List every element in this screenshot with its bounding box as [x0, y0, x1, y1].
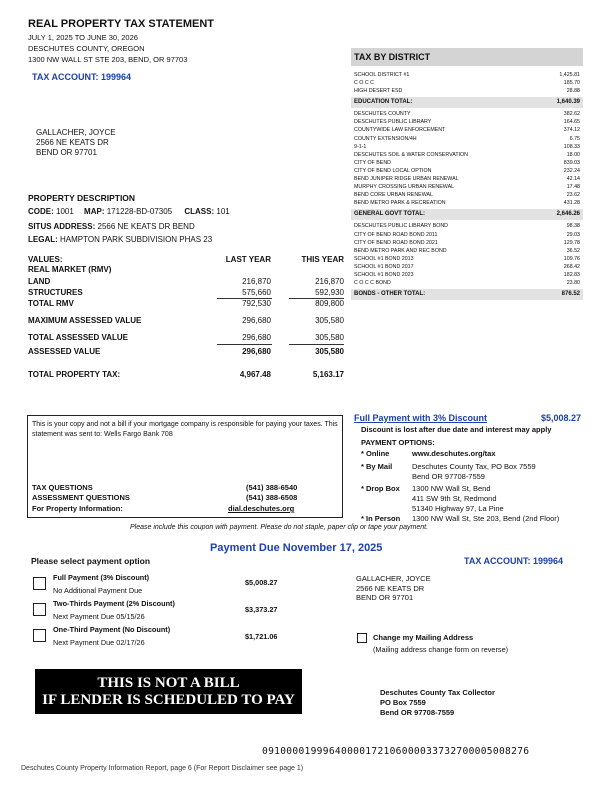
district-row [351, 183, 583, 191]
district-name: SCHOOL #1 BOND 2017 [354, 263, 414, 270]
mail-line: Bend OR 97708-7559 [412, 471, 485, 481]
district-row [351, 135, 583, 143]
option-amount: $1,721.06 [245, 632, 278, 641]
drop-box-line: 51340 Highway 97, La Pine [412, 504, 504, 513]
full-payment-amount: $5,008.27 [541, 413, 582, 423]
district-row [351, 247, 583, 255]
property-info-label: For Property Information: [32, 504, 123, 513]
property-codes [28, 207, 230, 216]
full-payment-link[interactable]: Full Payment with 3% Discount [354, 413, 488, 423]
tax-account-number: TAX ACCOUNT: 199964 [32, 72, 132, 82]
district-total-row [351, 209, 583, 220]
district-total-row [351, 97, 583, 108]
district-name: SCHOOL #1 BOND 2023 [354, 271, 414, 278]
owner-city: BEND OR 97701 [356, 593, 414, 602]
drop-box-line: 1300 NW Wall St, Bend [412, 484, 491, 493]
tax-collector-address [380, 688, 495, 718]
in-person-label: * In Person [361, 514, 401, 523]
not-a-bill-banner [35, 669, 302, 714]
value-last-year: 792,530 [242, 299, 271, 308]
district-name: CITY OF BEND [354, 159, 391, 166]
district-row [351, 222, 583, 230]
property-description-heading: PROPERTY DESCRIPTION [28, 193, 136, 203]
district-row [351, 271, 583, 279]
mortgage-notice-box [27, 415, 343, 518]
coupon-owner-address [356, 574, 431, 603]
district-name: COUNTYWIDE LAW ENFORCEMENT [354, 127, 446, 134]
district-name: DESCHUTES SOIL & WATER CONSERVATION [354, 151, 468, 158]
district-amount: 182.83 [563, 271, 580, 278]
mail-address [412, 462, 536, 481]
district-amount: 29.03 [566, 231, 580, 238]
district-amount: 839.03 [563, 159, 580, 166]
district-row [351, 71, 583, 79]
value-last-year: 296,680 [242, 316, 271, 325]
district-amount: 374.12 [563, 127, 580, 134]
district-row [351, 231, 583, 239]
district-amount: 876.52 [561, 291, 580, 298]
district-name: DESCHUTES PUBLIC LIBRARY [354, 119, 432, 126]
district-name: BEND CORE URBAN RENEWAL [354, 192, 433, 199]
district-row [351, 191, 583, 199]
district-name: CITY OF BEND ROAD BOND 2021 [354, 239, 438, 246]
county-address: 1300 NW WALL ST STE 203, BEND, OR 97703 [28, 55, 188, 64]
district-amount: 129.78 [563, 239, 580, 246]
legal-description [28, 235, 212, 244]
district-row [351, 126, 583, 134]
district-name: GENERAL GOVT TOTAL: [354, 211, 426, 218]
value-last-year: 4,967.48 [239, 370, 271, 379]
owner-name: GALLACHER, JOYCE [36, 128, 116, 137]
district-row [351, 118, 583, 126]
district-amount: 36.52 [566, 247, 580, 254]
value-last-year: 575,660 [242, 288, 271, 297]
values-heading: VALUES: [28, 255, 63, 264]
district-amount: 1,425.81 [559, 72, 580, 78]
option-title: Full Payment (3% Discount) [53, 573, 150, 582]
district-name: BEND METRO PARK AND REC BOND [354, 247, 447, 254]
district-name: DESCHUTES PUBLIC LIBRARY BOND [354, 223, 448, 230]
district-row [351, 263, 583, 271]
legal-value: HAMPTON PARK SUBDIVISION PHAS 23 [60, 235, 213, 244]
situs-address [28, 222, 195, 231]
statement-title: REAL PROPERTY TAX STATEMENT [28, 18, 214, 30]
district-amount: 109.76 [563, 255, 580, 262]
district-amount: 108.33 [563, 143, 580, 150]
district-row [351, 167, 583, 175]
owner-name: GALLACHER, JOYCE [356, 574, 431, 583]
payment-options-heading: PAYMENT OPTIONS: [361, 438, 435, 447]
situs-value: 2566 NE KEATS DR BEND [97, 222, 195, 231]
collector-line: PO Box 7559 [380, 698, 426, 707]
class-value: 101 [216, 207, 230, 216]
option-amount: $5,008.27 [245, 578, 278, 587]
district-name: DESCHUTES COUNTY [354, 111, 411, 118]
ocr-scan-line: 09100001999640000172106000033732700005008276 [262, 746, 530, 757]
divider [289, 344, 344, 345]
district-amount: 6.75 [569, 135, 580, 142]
district-amount: 268.42 [563, 263, 580, 270]
district-amount: 28.88 [566, 88, 580, 95]
value-label: TOTAL ASSESSED VALUE [28, 333, 129, 342]
district-name: CITY OF BEND LOCAL OPTION [354, 167, 432, 174]
district-amount: 1,640.39 [556, 99, 580, 106]
district-name: C O C C [354, 80, 375, 87]
online-link[interactable]: www.deschutes.org/tax [412, 449, 496, 458]
coupon-tax-account: TAX ACCOUNT: 199964 [464, 556, 564, 566]
owner-city: BEND OR 97701 [36, 148, 97, 157]
owner-address [36, 128, 116, 158]
district-name: C O C C BOND [354, 280, 391, 287]
tax-questions-phone: (541) 388-6540 [246, 483, 298, 492]
mail-line: Deschutes County Tax, PO Box 7559 [412, 462, 536, 471]
district-row [351, 151, 583, 159]
value-label: LAND [28, 277, 51, 286]
district-row [351, 143, 583, 151]
district-name: BEND METRO PARK & RECREATION [354, 200, 446, 207]
mailing-change-note: (Mailing address change form on reverse) [373, 645, 509, 654]
district-name: HIGH DESERT ESD [354, 88, 403, 95]
district-amount: 98.38 [566, 223, 580, 230]
district-row [351, 159, 583, 167]
rmv-heading-row [28, 265, 344, 277]
assessment-questions-label: ASSESSMENT QUESTIONS [32, 493, 130, 502]
district-name: SCHOOL #1 BOND 2013 [354, 255, 414, 262]
value-row-assessed [28, 347, 344, 359]
option-subtitle: No Additional Payment Due [53, 586, 143, 595]
district-row [351, 199, 583, 207]
county-name: DESCHUTES COUNTY, OREGON [28, 44, 145, 53]
rmv-heading: REAL MARKET (RMV) [28, 265, 112, 274]
class-label: CLASS: [184, 207, 215, 216]
district-amount: 23.62 [566, 192, 580, 199]
district-row [351, 255, 583, 263]
one-third-payment-checkbox[interactable] [33, 629, 46, 642]
legal-label: LEGAL: [28, 235, 58, 244]
district-name: 9-1-1 [354, 143, 367, 150]
district-amount: 42.14 [566, 176, 580, 183]
drop-box-locations [412, 484, 504, 514]
map-label: MAP: [84, 207, 105, 216]
property-info-link[interactable]: dial.deschutes.org [228, 504, 295, 513]
district-amount: 18.00 [566, 151, 580, 158]
map-value: 171228-BD-07305 [106, 207, 173, 216]
district-name: EDUCATION TOTAL: [354, 99, 413, 106]
district-amount: 232.24 [563, 167, 580, 174]
district-amount: 17.48 [566, 184, 580, 191]
discount-note: Discount is lost after due date and interest may apply [361, 425, 552, 434]
value-last-year: 296,680 [242, 333, 271, 342]
situs-label: SITUS ADDRESS: [28, 222, 96, 231]
district-row [351, 110, 583, 118]
value-last-year: 216,870 [242, 277, 271, 286]
in-person-address: 1300 NW Wall St, Ste 203, Bend (2nd Floor) [412, 514, 560, 523]
full-payment-checkbox[interactable] [33, 577, 46, 590]
coupon-instruction: Please include this coupon with payment. Please do not staple, paper clip or tape your payment. [130, 524, 429, 531]
drop-box-label: * Drop Box [361, 484, 400, 493]
value-this-year: 809,800 [315, 299, 344, 308]
collector-line: Deschutes County Tax Collector [380, 688, 495, 697]
district-name: CITY OF BEND ROAD BOND 2011 [354, 231, 438, 238]
select-option-heading: Please select payment option [31, 556, 151, 566]
value-label: ASSESSED VALUE [28, 347, 101, 356]
district-amount: 431.28 [563, 200, 580, 207]
online-label: * Online [361, 449, 390, 458]
code-label: CODE: [28, 207, 54, 216]
district-list [351, 71, 583, 300]
divider [217, 344, 272, 345]
two-thirds-payment-checkbox[interactable] [33, 603, 46, 616]
drop-box-line: 411 SW 9th St, Redmond [412, 494, 497, 503]
district-row [351, 279, 583, 287]
collector-line: Bend OR 97708-7559 [380, 708, 455, 717]
owner-street: 2566 NE KEATS DR [356, 583, 425, 593]
value-this-year: 216,870 [315, 277, 344, 286]
district-amount: 23.80 [566, 280, 580, 287]
option-title: Two-Thirds Payment (2% Discount) [53, 599, 175, 608]
mortgage-notice-text: This is your copy and not a bill if your mortgage company is responsible for paying your taxes. This statement was sent to: Wells Fargo Bank 708 [32, 421, 338, 438]
district-name: BEND JUNIPER RIDGE URBAN RENEWAL [354, 176, 459, 183]
district-name: SCHOOL DISTRICT #1 [354, 72, 410, 78]
value-this-year: 305,580 [315, 333, 344, 342]
value-row-max-assessed [28, 316, 344, 328]
col-last-year: LAST YEAR [225, 255, 271, 264]
option-subtitle: Next Payment Due 02/17/26 [53, 638, 145, 647]
mailing-change-label: Change my Mailing Address [373, 633, 474, 642]
code-value: 1001 [56, 207, 74, 216]
district-name: COUNTY EXTENSION/4H [354, 135, 417, 142]
value-this-year: 305,580 [315, 347, 344, 356]
value-this-year: 592,930 [315, 288, 344, 297]
mailing-change-checkbox[interactable] [357, 633, 367, 643]
value-label: TOTAL RMV [28, 299, 74, 308]
district-amount: 185.70 [563, 80, 580, 87]
district-name: MURPHY CROSSING URBAN RENEWAL [354, 184, 455, 191]
district-row [351, 175, 583, 183]
district-row [351, 79, 583, 87]
not-a-bill-line: IF LENDER IS SCHEDULED TO PAY [42, 692, 295, 708]
option-amount: $3,373.27 [245, 605, 278, 614]
value-last-year: 296,680 [242, 347, 271, 356]
payment-due-heading: Payment Due November 17, 2025 [210, 542, 383, 554]
district-name: BONDS - OTHER TOTAL: [354, 291, 426, 298]
not-a-bill-line: THIS IS NOT A BILL [97, 675, 240, 691]
tax-by-district-heading: TAX BY DISTRICT [351, 48, 583, 66]
option-title: One-Third Payment (No Discount) [53, 625, 171, 634]
option-subtitle: Next Payment Due 05/15/26 [53, 612, 145, 621]
district-amount: 164.65 [563, 119, 580, 126]
value-label: TOTAL PROPERTY TAX: [28, 370, 121, 379]
value-this-year: 5,163.17 [312, 370, 344, 379]
owner-street: 2566 NE KEATS DR [36, 138, 109, 147]
value-row-total-tax [28, 370, 344, 382]
value-label: MAXIMUM ASSESSED VALUE [28, 316, 142, 325]
district-row [351, 239, 583, 247]
report-footer: Deschutes County Property Information Report, page 6 (For Report Disclaimer see page 1) [21, 765, 304, 772]
district-total-row [351, 289, 583, 300]
tax-by-district-panel [351, 48, 583, 302]
mail-label: * By Mail [361, 462, 393, 471]
tax-questions-label: TAX QUESTIONS [32, 483, 93, 492]
value-label: STRUCTURES [28, 288, 83, 297]
value-row-total-rmv [28, 299, 344, 311]
value-this-year: 305,580 [315, 316, 344, 325]
col-this-year: THIS YEAR [301, 255, 344, 264]
assessment-questions-phone: (541) 388-6508 [246, 493, 298, 502]
district-row [351, 87, 583, 95]
district-amount: 2,646.26 [556, 211, 580, 218]
tax-period: JULY 1, 2025 TO JUNE 30, 2026 [28, 33, 138, 42]
district-amount: 382.62 [563, 111, 580, 118]
